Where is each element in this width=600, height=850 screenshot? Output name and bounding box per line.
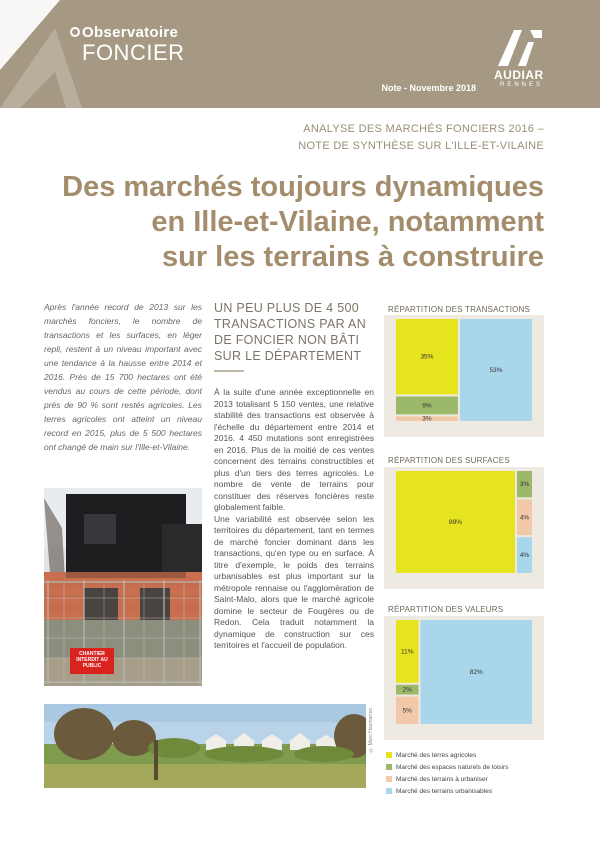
note-date: Note - Novembre 2018 [381,83,476,93]
legend-swatch [386,764,392,770]
photo-credit: © Marc Haumarrec [368,708,374,753]
chart-surfaces [384,467,544,589]
page-title [62,170,544,275]
chart-legend [386,749,546,797]
legend-label: Marché des terres agricoles [396,751,477,759]
title-line2: en Ille-et-Vilaine, notamment [151,206,544,238]
treemap-transactions [384,315,544,437]
publisher-name: AUDIAR [494,68,544,82]
chart-title-valeurs: RÉPARTITION DES VALEURS [388,605,504,614]
legend-label: Marché des terrains urbanisables [396,787,493,795]
treemap-label-agricole: 35% [420,353,434,361]
brand-line1: Observatoire [82,24,179,41]
section-heading [214,300,374,372]
treemap-label-agricole: 11% [400,648,414,656]
legend-item-urbanisables [386,785,546,797]
kicker-line2: NOTE DE SYNTHÈSE SUR L'ILLE-ET-VILAINE [298,140,544,152]
legend-label: Marché des espaces naturels de loisirs [396,763,509,771]
treemap-label-a-urbaniser: 5% [402,707,412,715]
title-line1: Des marchés toujours dynamiques [62,171,544,203]
body-text [214,387,374,652]
treemap-label-naturels: 3% [519,481,530,489]
kicker-line1: ANALYSE DES MARCHÉS FONCIERS 2016 – [303,123,544,135]
treemap-label-naturels: 9% [422,402,432,410]
legend-swatch [386,776,392,782]
legend-item-naturels [386,761,546,773]
treemap-label-a-urbaniser: 3% [422,415,432,423]
treemap-label-urbanisables: 53% [489,367,503,374]
lead-paragraph: Après l'année record de 2013 sur les marchés fonciers, le nombre de transactions et les surfaces, en léger repli, restent à un niveau important avec une tendance à la hausse entre 2014 et 2016. Près de 15 700 hectares ont été vendus au cours de cette période, dont près de 90 % sont restés agricoles. Les terres agricoles ont atteint un niveau record en 2015, plus de 5 500 hectares ont changé de main sur l'Ille-et-Vilaine. [44,302,202,452]
body-paragraph-2: Une variabilité est observée selon les territoires du département, tant en termes de marché foncier dominant dans les transactions, qu'en type ou en surface. À titre d'exemple, le poids des terrains urbanisables est plus important sur la métropole rennaise ou l'agglomération de Saint-Malo, alors que le marché agricole domine le secteur de Fougères ou de Redon. Cela traduit notamment la dynamique de construction sur ces territoires et l'accueil de population. [214,513,374,650]
construction-sign-text: CHANTIER INTERDIT AU PUBLIC [76,651,108,669]
legend-item-agricole [386,749,546,761]
treemap-valeurs [384,616,544,740]
section-heading-rule [214,370,244,372]
construction-photo [44,488,202,686]
landscape-photo [44,704,366,788]
treemap-label-naturels: 2% [402,686,412,694]
chart-title-surfaces: RÉPARTITION DES SURFACES [388,456,510,465]
treemap-label-urbanisables: 4% [519,552,530,560]
body-paragraph-1: À la suite d'une année exceptionnelle en 2013 totalisant 5 150 ventes, une relative stabilité des transactions est observée à l'échelle du département entre 2014 et 2016. 4 450 mutations sont enregistrées en 2016. Plus de la moitié de ces ventes concernent des terrains constructibles et plus d'un tiers des terres agricoles. Le nombre de vente de terrains pour constituer des réserves foncières reste globalement faible. [214,387,374,512]
brand-line2: FONCIER [82,40,185,65]
chart-transactions [384,315,544,437]
legend-swatch [386,788,392,794]
legend-swatch [386,752,392,758]
title-line3: sur les terrains à construire [162,241,544,273]
treemap-surfaces [384,467,544,589]
legend-item-a-urbaniser [386,773,546,785]
kicker [298,121,544,155]
treemap-label-a-urbaniser: 4% [519,514,530,522]
publisher-city: RENNES [500,82,544,88]
section-heading-text: UN PEU PLUS DE 4 500 TRANSACTIONS PAR AN DE FONCIER NON BÂTI SUR LE DÉPARTEMENT [214,301,367,363]
chart-title-transactions: RÉPARTITION DES TRANSACTIONS [388,305,531,314]
chart-valeurs [384,616,544,740]
treemap-label-agricole: 89% [449,519,463,526]
header-band [0,0,600,108]
audiar-logo-icon [494,28,544,68]
legend-label: Marché des terrains à urbaniser [396,775,488,783]
treemap-label-urbanisables: 82% [469,669,483,676]
observatoire-logo-icon [70,27,80,37]
